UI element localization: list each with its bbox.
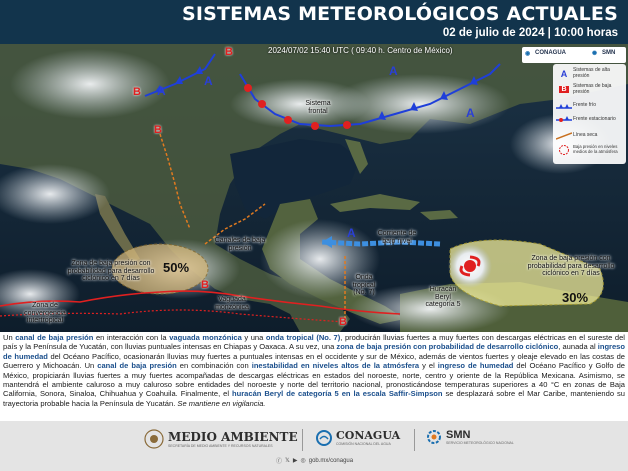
low-pressure-symbol: B <box>201 279 209 291</box>
map-legend <box>553 64 626 164</box>
dry-line-icon <box>555 130 573 141</box>
bulletin-run: ingreso de humedad <box>3 342 625 361</box>
conagua-top-label: CONAGUA <box>535 50 566 56</box>
legend-item: Frente frío <box>555 100 625 111</box>
smn-logo: SMN SERVICIO METEOROLÓGICO NACIONAL <box>426 429 514 445</box>
x-icon[interactable]: 𝕏 <box>285 458 290 464</box>
bulletin-run: y una <box>241 333 266 342</box>
cloud <box>10 49 170 119</box>
stationary-front-icon <box>555 114 573 125</box>
bulletin-run: ingreso de humedad <box>437 361 514 371</box>
frontal-system-label: Sistema frontal <box>305 100 331 115</box>
high-pressure-icon: A <box>560 68 568 79</box>
bulletin-run: Se mantiene en vigilancia. <box>177 398 266 408</box>
bulletin-run: del Océano Pacífico y Golfo de México, propiciarán lluvias fuertes a muy fuertes acompañadas de descargas eléctricas en estados del noroeste, norte, centro y oriente de la República Mexicana. Asimismo, se mantendrá el ambiente caluroso a muy caluroso sobre entidades del noroeste y norte del territorio nacional, pronosticándose temperaturas superiores a 40 °C en zonas de Baja California, Sonora, Sinaloa, Chihuahua y Coahuila. Finalmente, el <box>3 361 625 399</box>
low-zone-right-label: Zona de baja presión con probabilidad para desarrollo ciclónico en 7 días <box>527 255 615 277</box>
low-pressure-symbol: B <box>339 316 347 328</box>
footer-divider <box>414 429 415 451</box>
legend-item: Baja presión en niveles medios de la atmósfera <box>555 144 625 155</box>
smn-mini-icon: ✺ <box>592 51 598 57</box>
convergence-zone-label: Zona de convergencia intertropical <box>24 302 66 324</box>
legend-item: B Sistemas de baja presión <box>555 84 625 95</box>
satellite-map <box>0 44 628 332</box>
bulletin-run: en combinación con <box>176 361 252 371</box>
low-pressure-symbol: B <box>133 86 141 98</box>
monsoon-trough-label: Vaguada monzónica <box>215 296 249 311</box>
bulletin-run: onda tropical (No. 7) <box>265 333 341 342</box>
bulletin-date: 02 de julio de 2024 | 10:00 horas <box>442 27 618 39</box>
facebook-icon[interactable]: ⓕ <box>276 459 283 465</box>
agency-logos-top <box>522 47 626 63</box>
bulletin-run: Un <box>3 333 16 342</box>
bulletin-run: canal de baja presión <box>15 333 94 342</box>
legend-item: Línea seca <box>555 130 625 141</box>
high-pressure-symbol: A <box>347 226 356 240</box>
bulletin-run: en interacción con la <box>93 333 170 342</box>
instagram-icon[interactable]: ◎ <box>300 458 306 464</box>
smn-icon <box>426 429 442 445</box>
probability-right: 30% <box>562 290 589 305</box>
medio-ambiente-logo: MEDIO AMBIENTE SECRETARÍA DE MEDIO AMBIENTE Y RECURSOS NATURALES <box>144 429 298 449</box>
mexico-seal-icon <box>144 429 164 449</box>
map-canvas <box>0 44 628 332</box>
page-title: SISTEMAS METEOROLÓGICOS ACTUALES <box>181 3 618 25</box>
conagua-mini-icon: ◉ <box>525 51 531 57</box>
low-pressure-icon: B <box>561 86 567 93</box>
tropical-wave-label: Onda tropical (No. 7) <box>352 274 376 296</box>
bulletin-run: inestabilidad en niveles altos de la atmósfera <box>251 361 420 371</box>
conagua-logo: CONAGUA COMISIÓN NACIONAL DEL AGUA <box>316 429 400 446</box>
footer-divider <box>302 429 303 451</box>
bulletin-run: zona de baja presión con probabilidad de desarrollo ciclónico <box>336 342 559 352</box>
probability-left: 50% <box>163 260 190 275</box>
legend-item: Frente estacionario <box>555 114 625 125</box>
conagua-icon <box>316 430 332 446</box>
smn-top-label: SMN <box>602 50 616 56</box>
low-pressure-symbol: B <box>154 124 162 136</box>
trough-channels-label: Canales de baja presión <box>214 237 266 252</box>
hurricane-label: Huracán Beryl categoría 5 <box>425 286 461 308</box>
bulletin-run: , aunada al <box>558 342 598 352</box>
high-pressure-symbol: A <box>389 64 398 78</box>
header-bar <box>0 0 628 44</box>
website-link[interactable]: gob.mx/conagua <box>308 457 354 464</box>
bulletin-text <box>3 333 625 408</box>
bulletin-run: del Océano Pacífico, ocasionarán lluvias muy fuertes a puntuales intensas en el occidente y sur de México, además de vientos fuertes y oleaje elevado en las costas de Guerrero y Michoacán. Un <box>3 351 626 371</box>
cold-front-icon <box>555 100 573 111</box>
high-pressure-symbol: A <box>466 106 475 120</box>
satellite-timestamp: 2024/07/02 15:40 UTC ( 09:40 h. Centro de México) <box>268 46 453 55</box>
bulletin-run: se desplazará sobre el Mar Caribe, manteniendo su trayectoria probable hacia la Península de Yucatán. <box>3 389 625 408</box>
social-links <box>276 456 353 465</box>
youtube-icon[interactable]: ▶ <box>292 458 298 464</box>
high-pressure-symbol: A <box>204 74 213 88</box>
low-level-current-label: Corriente de bajo nivel <box>377 230 417 245</box>
low-zone-left-label: Zona de baja presión con probabilidad para desarrollo ciclónico en 7 días <box>67 260 155 282</box>
bulletin-run: , producirán lluvias fuertes a muy fuertes con descargas eléctricas en el sureste del país y la Península de Yucatán, con lluvias puntuales intensas en Chiapas y Oaxaca. A su vez, una <box>3 333 625 352</box>
legend-item: A Sistemas de alta presión <box>555 68 625 79</box>
high-pressure-symbol: A <box>157 84 166 98</box>
bulletin-run: canal de baja presión <box>97 361 177 371</box>
bulletin-run: y el <box>419 361 438 371</box>
bulletin-run: huracán Beryl de categoría 5 en la escala Saffir-Simpson <box>232 389 443 399</box>
low-pressure-symbol: B <box>225 46 233 58</box>
low-pressure-mid-levels-icon <box>555 144 573 155</box>
bulletin-run: vaguada monzónica <box>169 333 242 342</box>
